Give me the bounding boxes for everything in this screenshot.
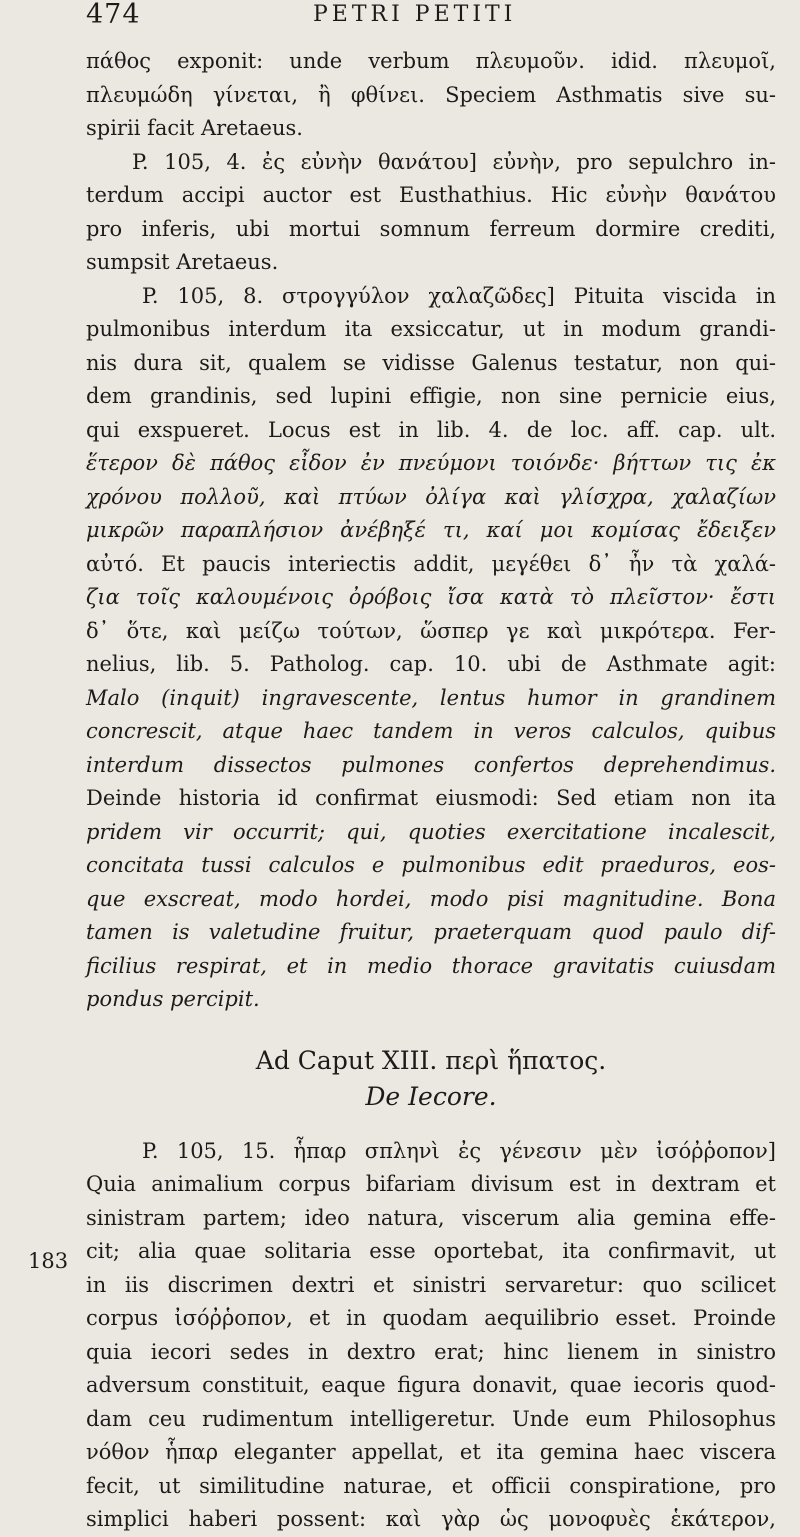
- section-subheading: De Iecore.: [365, 1081, 497, 1111]
- text-line: ficilius respirat, et in medio thorace gravitatis cuiusdam: [86, 953, 776, 978]
- text-line: qui exspueret. Locus est in lib. 4. de loc. aff. cap. ult.: [86, 417, 776, 442]
- text-line: sumpsit Aretaeus.: [86, 250, 279, 274]
- text-line: interdum dissectos pulmones confertos deprehendimus.: [86, 752, 776, 777]
- text-line: dem grandinis, sed lupini effigie, non sine pernicie eius,: [86, 384, 776, 408]
- text-line: Quia animalium corpus bifariam divisum est in dextram et: [86, 1172, 776, 1196]
- text-line: concitata tussi calculos e pulmonibus edit praeduros, eos-: [86, 853, 776, 877]
- text-line: fecit, ut similitudine naturae, et officii conspiratione, pro: [86, 1473, 776, 1498]
- text-line: terdum accipi auctor est Eusthathius. Hic εὐνὴν θανάτου: [86, 183, 776, 207]
- section-heading: Ad Caput XIII. περὶ ἥπατος.: [255, 1045, 607, 1075]
- text-line: μικρῶν παραπλήσιον ἀνέβηξέ τι, καί μοι κομίσας ἔδειξεν: [86, 518, 776, 542]
- text-line: Malo (inquit) ingravescente, lentus humor in grandinem: [86, 685, 776, 710]
- text-line: quia iecori sedes in dextro erat; hinc lienem in sinistro: [86, 1339, 776, 1364]
- text-line: P. 105, 4. ἐς εὐνὴν θανάτου] εὐνὴν, pro sepulchro in-: [132, 149, 776, 174]
- text-line: dam ceu rudimentum intelligeretur. Unde eum Philosophus: [86, 1406, 776, 1431]
- text-line: ἕτερον δὲ πάθος εἶδον ἐν πνεύμονι τοιόνδε· βήττων τις ἐκ: [86, 451, 776, 475]
- text-line: concrescit, atque haec tandem in veros calculos, quibus: [86, 719, 776, 743]
- text-line: tamen is valetudine fruitur, praeterquam quod paulo dif-: [86, 920, 776, 944]
- text-line: pridem vir occurrit; qui, quoties exercitatione incalescit,: [86, 819, 776, 844]
- text-line: Deinde historia id confirmat eiusmodi: Sed etiam non ita: [86, 786, 776, 810]
- text-line: adversum constituit, eaque figura donavit, quae iecoris quod-: [86, 1373, 776, 1397]
- text-line: δ᾽ ὅτε, καὶ μείζω τούτων, ὥσπερ γε καὶ μικρότερα. Fer-: [86, 618, 776, 643]
- text-line: pro inferis, ubi mortui somnum ferreum dormire crediti,: [86, 216, 776, 241]
- text-line: pulmonibus interdum ita exsiccatur, ut in modum grandi-: [86, 317, 776, 341]
- running-title: PETRI PETITI: [313, 2, 517, 27]
- running-head: [86, 2, 776, 28]
- text-line: cit; alia quae solitaria esse oportebat, ita confirmavit, ut: [86, 1239, 776, 1263]
- text-line: in iis discrimen dextri et sinistri servaretur: quo scilicet: [86, 1272, 776, 1297]
- text-line: simplici haberi possent: καὶ γὰρ ὡς μονοφυὲς ἑκάτερον,: [86, 1507, 776, 1531]
- text-line: corpus ἰσόῤῥοπον, et in quodam aequilibrio esset. Proinde: [86, 1306, 776, 1330]
- text-line: P. 105, 8. στρογγύλον χαλαζῶδες] Pituita viscida in: [142, 283, 776, 308]
- text-line: nis dura sit, qualem se vidisse Galenus testatur, non qui-: [86, 350, 776, 375]
- text-line: νόθον ἧπαρ eleganter appellat, et ita gemina haec viscera: [86, 1440, 776, 1464]
- text-line: P. 105, 15. ἧπαρ σπληνὶ ἐς γένεσιν μὲν ἰσόῤῥοπον]: [142, 1138, 776, 1163]
- text-line: sinistram partem; ideo natura, viscerum alia gemina effe-: [86, 1205, 776, 1230]
- body-text: [86, 45, 776, 1537]
- text-line: ζια τοῖς καλουμένοις ὀρόβοις ἴσα κατὰ τὸ πλεῖστον· ἔστι: [86, 585, 776, 609]
- page-number: 474: [86, 0, 141, 30]
- text-line: αὐτό. Et paucis interiectis addit, μεγέθει δ᾽ ἦν τὰ χαλά-: [86, 551, 776, 576]
- text-line: πάθος exponit: unde verbum πλευμοῦν. idid. πλευμοῖ,: [86, 49, 776, 73]
- text-line: nelius, lib. 5. Patholog. cap. 10. ubi de Asthmate agit:: [86, 652, 776, 676]
- text-line: πλευμώδη γίνεται, ἢ φθίνει. Speciem Asthmatis sive su-: [86, 82, 776, 107]
- margin-page-reference: 183: [28, 1249, 69, 1273]
- text-line: pondus percipit.: [86, 987, 260, 1011]
- text-line: que exscreat, modo hordei, modo pisi magnitudine. Bona: [86, 886, 776, 911]
- text-line: spirii facit Aretaeus.: [86, 116, 303, 140]
- text-line: χρόνου πολλοῦ, καὶ πτύων ὀλίγα καὶ γλίσχρα, χαλαζίων: [86, 484, 776, 509]
